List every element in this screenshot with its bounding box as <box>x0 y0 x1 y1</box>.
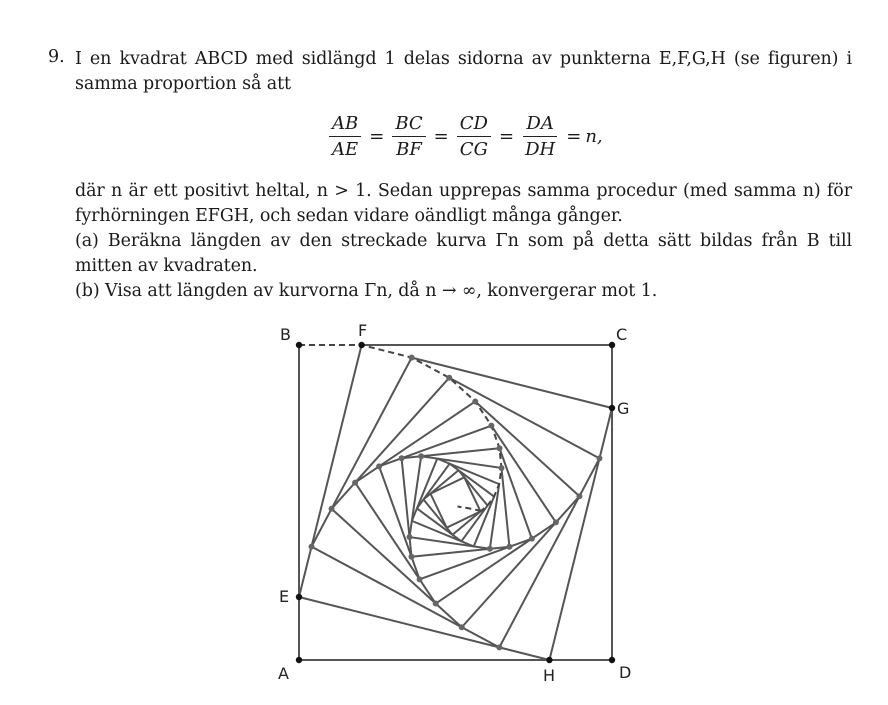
dashed-curve-tail <box>458 507 481 512</box>
corner-point <box>609 342 615 348</box>
numerator: AB <box>329 113 361 137</box>
inner-square-edge <box>379 426 491 467</box>
vertex-point <box>497 445 503 451</box>
vertex-point <box>418 453 424 459</box>
vertex-point <box>472 398 478 404</box>
vertex-point <box>407 534 413 540</box>
vertex-point <box>417 576 423 582</box>
vertex-point <box>358 342 364 348</box>
vertex-point <box>399 455 405 461</box>
inner-square-edge <box>412 358 612 408</box>
vertex-point <box>498 465 504 471</box>
vertex-point <box>408 554 414 560</box>
vertex-point <box>352 480 358 486</box>
problem-line-1: I en kvadrat ABCD med sidlängd 1 delas sidorna av punkterna E,F,G,H (se figuren) i <box>75 49 852 69</box>
vertex-point <box>496 644 502 650</box>
denominator: DH <box>525 139 556 160</box>
equals-sign: = <box>369 126 385 147</box>
corner-point <box>296 657 302 663</box>
problem-number: 9. <box>48 47 65 67</box>
inner-square-edge <box>501 468 509 547</box>
numerator: CD <box>457 113 491 137</box>
inner-square-edge <box>420 539 532 580</box>
vertex-point <box>459 624 465 630</box>
problem-line-3: där n är ett positivt heltal, n > 1. Sedan upprepas samma procedur (med samma n) för <box>75 181 852 201</box>
vertex-point <box>546 657 552 663</box>
corner-point <box>296 342 302 348</box>
vertex-point <box>529 536 535 542</box>
label-f: F <box>358 321 368 340</box>
vertex-point <box>488 423 494 429</box>
problem-line-4: fyrhörningen EFGH, och sedan vidare oändligt många gånger. <box>75 206 623 226</box>
numerator: DA <box>523 113 556 137</box>
label-c: C <box>616 325 628 344</box>
vertex-point <box>433 601 439 607</box>
label-e: E <box>279 587 290 606</box>
label-h: H <box>543 666 556 685</box>
vertex-point <box>576 493 582 499</box>
vertex-point <box>487 546 493 552</box>
inner-square-edge <box>379 466 419 579</box>
vertex-point <box>309 544 315 550</box>
vertex-point <box>409 355 415 361</box>
vertex-point <box>376 463 382 469</box>
label-d: D <box>619 663 632 682</box>
label-b: B <box>280 325 291 344</box>
vertex-point <box>329 506 335 512</box>
denominator: CG <box>459 139 488 160</box>
vertex-point <box>596 455 602 461</box>
denominator: AE <box>332 139 359 160</box>
formula-result: n, <box>585 126 603 147</box>
problem-part-a: (a) Beräkna längden av den streckade kurva Γn som på detta sätt bildas från B till <box>75 231 852 251</box>
equals-sign: = <box>566 126 582 147</box>
corner-point <box>609 657 615 663</box>
vertex-point <box>296 594 302 600</box>
problem-part-b: (b) Visa att längden av kurvorna Γn, då n → ∞, konvergerar mot 1. <box>75 281 658 301</box>
problem-line-6: mitten av kvadraten. <box>75 256 258 276</box>
denominator: BF <box>396 139 422 160</box>
numerator: BC <box>392 113 425 137</box>
vertex-point <box>506 544 512 550</box>
vertex-point <box>609 405 615 411</box>
label-g: G <box>617 399 630 418</box>
label-a: A <box>278 664 289 683</box>
equals-sign: = <box>498 126 515 147</box>
equals-sign: = <box>433 126 449 147</box>
vertex-point <box>553 519 559 525</box>
problem-line-2: samma proportion så att <box>75 74 291 94</box>
vertex-point <box>446 375 452 381</box>
